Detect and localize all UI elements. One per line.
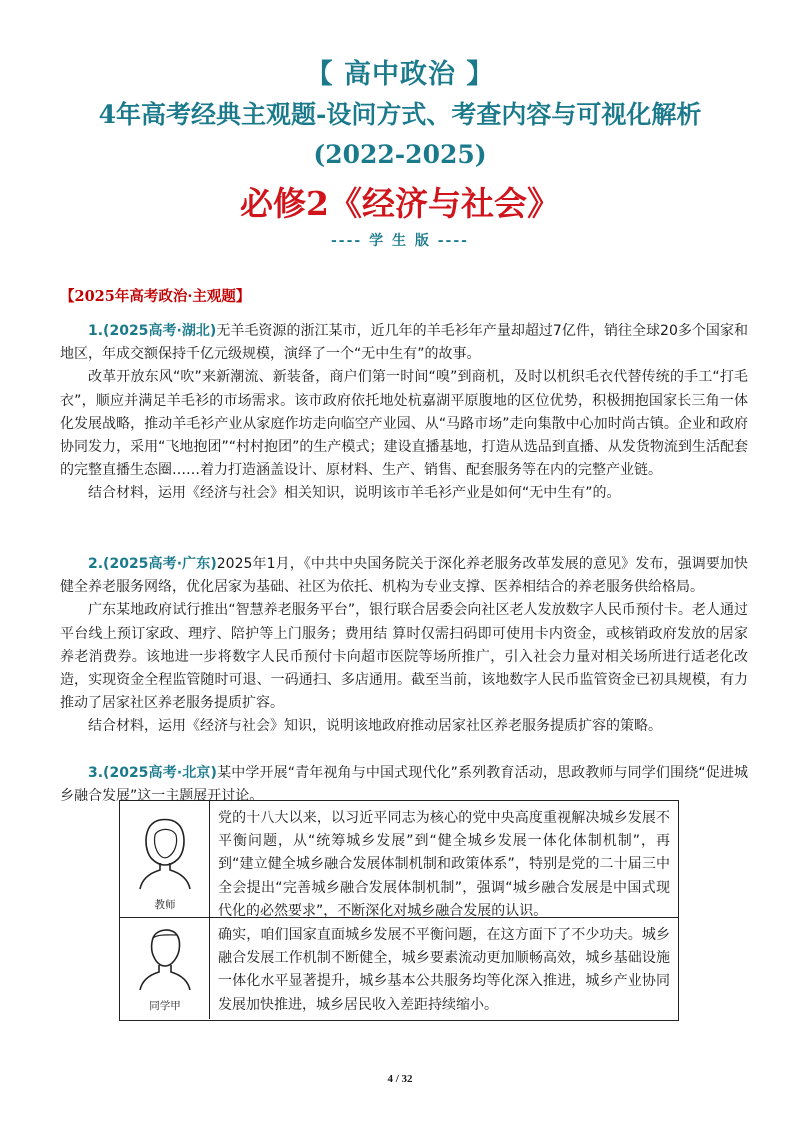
- question-prompt: 结合材料，运用《经济与社会》知识，说明该地政府推动居家社区养老服务提质扩容的策略。: [88, 718, 662, 735]
- speech-text: 确实，咱们国家直面城乡发展不平衡问题，在这方面下了不少功夫。城乡融合发展工作机制不断健全，城乡要素流动更加顺畅高效，城乡基础设施一体化水平显著提升，城乡基本公共服务均等化深入推进，城乡产业协同发展加快推进，城乡居民收入差距持续缩小。: [218, 927, 670, 1013]
- dialogue-row: [120, 801, 678, 918]
- speaker-label: 同学甲: [149, 1000, 181, 1012]
- module-title: 必修2《经济与社会》: [240, 184, 560, 223]
- question-2: [60, 553, 748, 739]
- teacher-silhouette-icon: [138, 815, 192, 891]
- question-material: 广东某地政府试行推出“智慧养老服务平台”，银行联合居委会向社区老人发放数字人民币预付卡。老人通过平台线上预订家政、理疗、陪护等上门服务；费用结 算时仅需扫码即可使用卡内资金，或核销政府发放的居家养老消费券。该地进一步将数字人民币预付卡向超市医院等场所推广，引入社会力量对相关场所进行适老化改造，实现资金全程监管随时可退、一码通扫、多店通用。截至当前，该地数字人民币监管资金已初具规模，有力推动了居家社区养老服务提质扩容。: [60, 602, 748, 712]
- question-material: 改革开放东风“吹”来新潮流、新装备，商户们第一时间“嗅”到商机，及时以机织毛衣代替传统的手工“打毛衣”，顺应并满足羊毛衫的市场需求。该市政府依托地处杭嘉湖平原腹地的区位优势，积极拥抱国家长三角一体化发展战略，推动羊毛衫产业从家庭作坊走向临空产业园、从“马路市场”走向集散中心加时尚古镇。企业和政府协同发力，采用“飞地抱团”“村村抱团”的生产模式；建设直播基地，打造从选品到直播、从发货物流到生活配套的完整直播生态圈……着力打造涵盖设计、原材料、生产、销售、配套服务等在内的完整产业链。: [60, 369, 748, 479]
- question-1: [60, 320, 748, 506]
- subject-heading: 【 高中政治 】: [305, 59, 495, 90]
- question-source: 3.(2025高考·北京): [88, 765, 217, 781]
- question-source: 1.(2025高考·湖北): [88, 323, 217, 339]
- speech-text: 党的十八大以来，以习近平同志为核心的党中央高度重视解决城乡发展不平衡问题，从“统筹城乡发展”到“健全城乡发展一体化体制机制”，再到“建立健全城乡融合发展体制机制和政策体系”，特别是党的二十届三中全会提出“完善城乡融合发展体制机制”，强调“城乡融合发展是中国式现代化的必然要求”，不断深化对城乡融合发展的认识。: [218, 810, 670, 919]
- question-source: 2.(2025高考·广东): [88, 556, 217, 572]
- question-intro: 1.(2025高考·湖北)无羊毛资源的浙江某市，近几年的羊毛衫年产量却超过7亿件，销往全球20多个国家和地区，年成交额保持千亿元级规模，演绎了一个“无中生有”的故事。: [60, 323, 748, 363]
- section-title: 【2025年高考政治·主观题】: [60, 288, 251, 305]
- question-prompt: 结合材料，运用《经济与社会》相关知识，说明该市羊毛衫产业是如何“无中生有”的。: [88, 485, 621, 502]
- question-intro: 3.(2025高考·北京)某中学开展“青年视角与中国式现代化”系列教育活动，思政教师与同学们围绕“促进城乡融合发展”这一主题展开讨论。: [60, 765, 748, 805]
- student-silhouette-icon: [138, 926, 192, 992]
- question-intro: 2.(2025高考·广东)2025年1月，《中共中央国务院关于深化养老服务改革发展的意见》发布，强调要加快健全养老服务网络，优化居家为基础、社区为依托、机构为专业支撑、医养相结合的养老服务供给格局。: [60, 556, 748, 596]
- dialogue-row: [120, 918, 678, 1019]
- document-title: 4年高考经典主观题-设问方式、考查内容与可视化解析: [98, 100, 702, 129]
- edition-label: ---- 学 生 版 ----: [331, 233, 469, 249]
- dialogue-table: [119, 800, 679, 1021]
- year-range: (2022-2025): [313, 140, 487, 169]
- page-number: 4 / 32: [387, 1073, 413, 1085]
- avatar-student: [120, 918, 210, 1019]
- speaker-label: 教师: [154, 899, 176, 911]
- avatar-teacher: [120, 801, 210, 917]
